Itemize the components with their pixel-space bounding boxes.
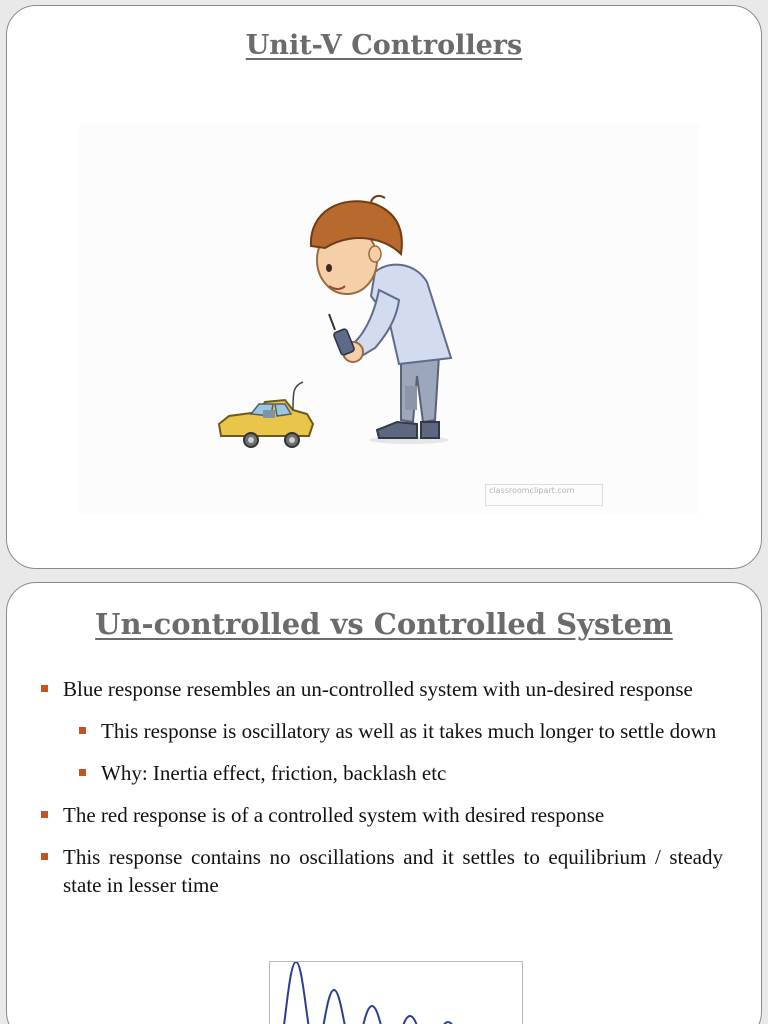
watermark-text: classroomclipart.com [485, 484, 603, 506]
slide-unit-v-controllers [6, 5, 762, 569]
bullet-square-icon [41, 685, 48, 692]
bullet-square-icon [79, 769, 86, 776]
slide-uncontrolled-vs-controlled [6, 582, 762, 1024]
uncontrolled-response-curve [278, 962, 506, 1024]
slide-title: Unit-V Controllers [245, 30, 523, 61]
bullet-text: The red response is of a controlled system with desired response [63, 803, 605, 827]
bullet-square-icon [41, 811, 48, 818]
bullet-item [41, 675, 723, 703]
bullet-text: Blue response resembles an un-controlled system with un-desired response [63, 677, 693, 701]
bullet-square-icon [41, 853, 48, 860]
sub-bullet-item [79, 717, 723, 745]
sub-bullet-item [79, 759, 723, 787]
response-curves [270, 962, 523, 1024]
bullet-text: This response is oscillatory as well as it takes much longer to settle down [101, 719, 717, 743]
bullet-text: This response contains no oscillations and it settles to equilibrium / steady state in lesser time [63, 845, 723, 897]
boy-with-remote-control-car-illustration [79, 124, 699, 514]
bullet-text: Why: Inertia effect, friction, backlash etc [101, 761, 447, 785]
bullet-square-icon [79, 727, 86, 734]
bullet-list [41, 675, 723, 913]
bullet-item [41, 843, 723, 899]
clipart-drawing [79, 124, 699, 514]
slide-title: Un-controlled vs Controlled System [95, 607, 673, 641]
toy-car-icon [219, 382, 313, 447]
response-plot [269, 961, 523, 1024]
bullet-item [41, 801, 723, 829]
